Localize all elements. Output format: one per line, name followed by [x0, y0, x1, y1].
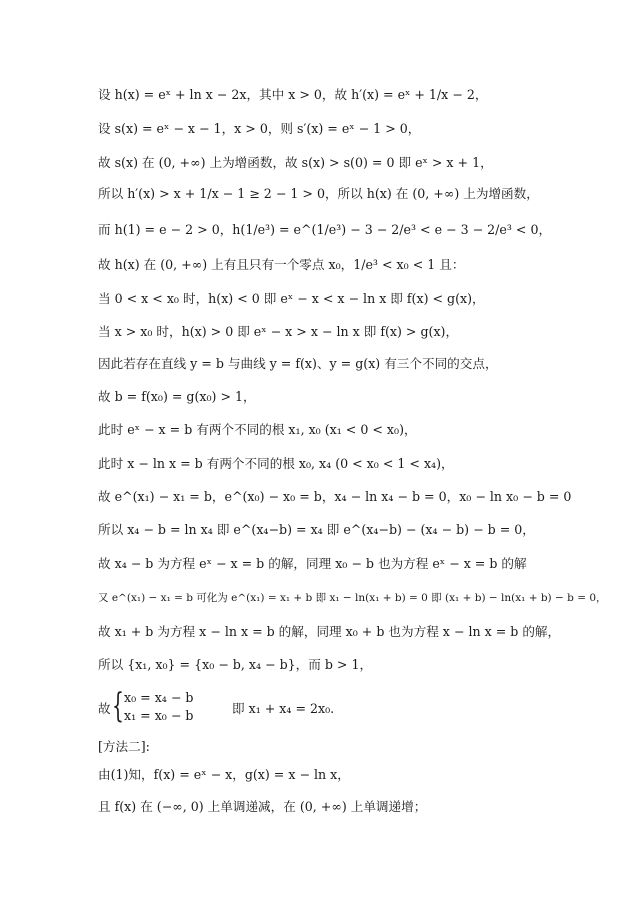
system-conclusion: 即 x₁ + x₄ = 2x₀. [232, 701, 335, 716]
text-line: 此时 eˣ − x = b 有两个不同的根 x₁, x₀ (x₁ < 0 < x₀)， [98, 422, 417, 437]
equation-system [98, 688, 618, 728]
text-line: 设 s(x) = eˣ − x − 1，x > 0，则 s′(x) = eˣ − 1 > 0， [98, 121, 421, 136]
text-line: 所以 {x₁, x₀} = {x₀ − b, x₄ − b}，而 b > 1， [98, 657, 373, 672]
text-line: 故 x₁ + b 为方程 x − ln x = b 的解，同理 x₀ + b 也为方程 x − ln x = b 的解， [98, 624, 561, 639]
text-line: 所以 h′(x) > x + 1/x − 1 ≥ 2 − 1 > 0，所以 h(x) 在 (0, +∞) 上为增函数， [98, 186, 539, 201]
system-row-1: x₀ = x₄ − b [124, 690, 194, 705]
text-line: 由(1)知，f(x) = eˣ − x，g(x) = x − ln x， [98, 767, 350, 782]
text-line: 故 b = f(x₀) = g(x₀) > 1， [98, 389, 256, 404]
text-line: 此时 x − ln x = b 有两个不同的根 x₀, x₄ (0 < x₀ < 1 < x₄)， [98, 456, 454, 471]
left-brace-icon: { [112, 686, 124, 726]
text-line: 又 e^(x₁) − x₁ = b 可化为 e^(x₁) = x₁ + b 即 x₁ − ln(x₁ + b) = 0 即 (x₁ + b) − ln(x₁ + b) − b = 0， [98, 592, 607, 604]
text-line: 当 x > x₀ 时，h(x) > 0 即 eˣ − x > x − ln x 即 f(x) > g(x)， [98, 324, 459, 339]
text-line: 故 s(x) 在 (0, +∞) 上为增函数，故 s(x) > s(0) = 0 即 eˣ > x + 1， [98, 155, 493, 170]
text-line: 故 x₄ − b 为方程 eˣ − x = b 的解，同理 x₀ − b 也为方程 eˣ − x = b 的解 [98, 556, 527, 571]
text-line: 当 0 < x < x₀ 时，h(x) < 0 即 eˣ − x < x − ln x 即 f(x) < g(x)， [98, 291, 485, 306]
text-line: 故 e^(x₁) − x₁ = b，e^(x₀) − x₀ = b，x₄ − ln x₄ − b = 0，x₀ − ln x₀ − b = 0 [98, 489, 572, 504]
text-line: 设 h(x) = eˣ + ln x − 2x，其中 x > 0，故 h′(x) = eˣ + 1/x − 2， [98, 87, 488, 102]
system-lead: 故 [98, 701, 111, 716]
text-line: 所以 x₄ − b = ln x₄ 即 e^(x₄−b) = x₄ 即 e^(x₄−b) − (x₄ − b) − b = 0， [98, 522, 535, 537]
text-line: 且 f(x) 在 (−∞, 0) 上单调递减，在 (0, +∞) 上单调递增； [98, 799, 427, 814]
section-heading-method-2: [方法二]: [98, 739, 150, 754]
text-line: 而 h(1) = e − 2 > 0，h(1/e³) = e^(1/e³) − 3 − 2/e³ < e − 3 − 2/e³ < 0， [98, 222, 552, 237]
system-row-2: x₁ = x₀ − b [124, 708, 194, 723]
text-line: 故 h(x) 在 (0, +∞) 上有且只有一个零点 x₀，1/e³ < x₀ < 1 且： [98, 257, 465, 272]
text-line: 因此若存在直线 y = b 与曲线 y = f(x)、y = g(x) 有三个不同的交点， [98, 356, 498, 371]
